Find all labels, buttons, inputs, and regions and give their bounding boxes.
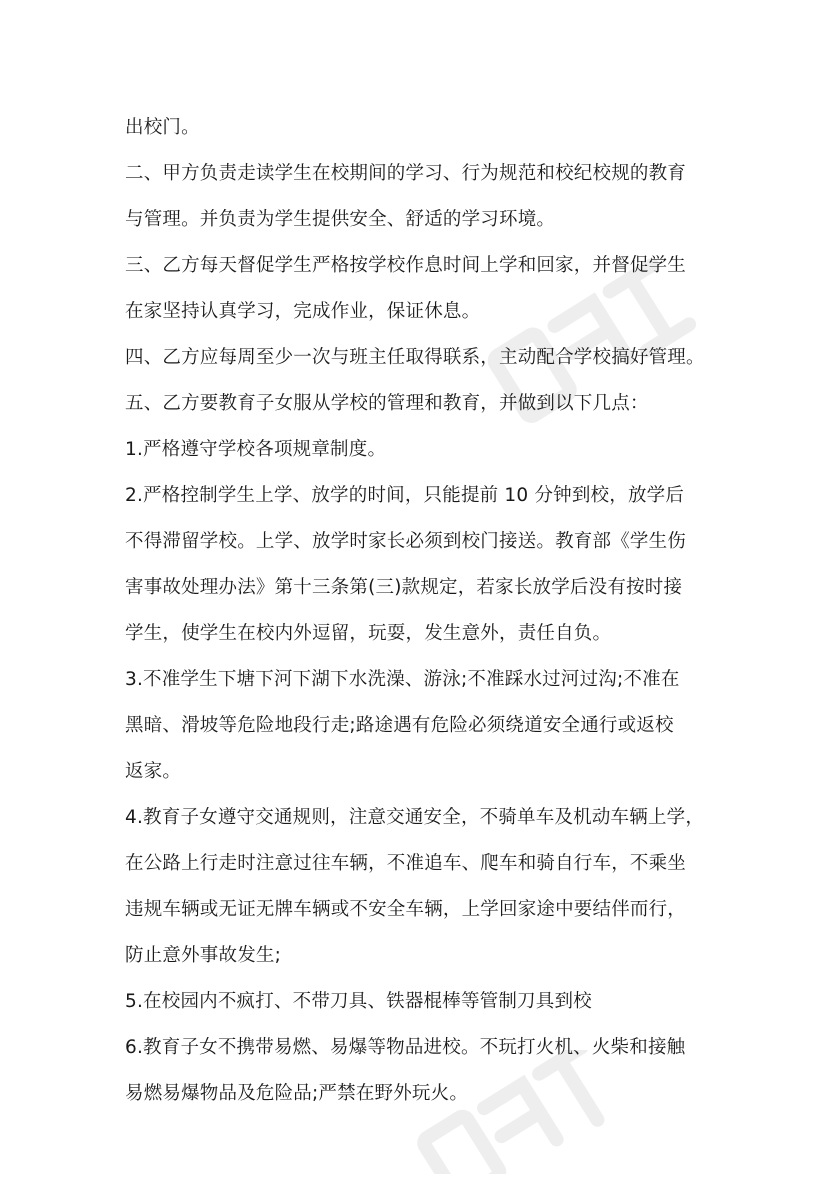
paragraph xyxy=(125,381,715,427)
text-line: 与管理。并负责为学生提供安全、舒适的学习环境。 xyxy=(125,209,556,230)
text-line: 出校门。 xyxy=(125,117,200,138)
paragraph xyxy=(125,427,715,473)
paragraph xyxy=(125,335,715,381)
paragraph xyxy=(125,657,715,795)
text-line: 5.在校园内不疯打、不带刀具、铁器棍棒等管制刀具到校 xyxy=(125,991,592,1012)
text-line: 违规车辆或无证无牌车辆或不安全车辆，上学回家途中要结伴而行， xyxy=(125,899,687,920)
text-line: 易燃易爆物品及危险品;严禁在野外玩火。 xyxy=(125,1083,469,1104)
text-line: 二、甲方负责走读学生在校期间的学习、行为规范和校纪校规的教育 xyxy=(125,163,687,184)
text-line: 在家坚持认真学习，完成作业，保证休息。 xyxy=(125,301,481,322)
text-line: 1.严格遵守学校各项规章制度。 xyxy=(125,439,387,460)
text-line: 返家。 xyxy=(125,761,182,782)
text-line: 三、乙方每天督促学生严格按学校作息时间上学和回家，并督促学生 xyxy=(125,255,687,276)
paragraph xyxy=(125,473,715,657)
text-line: 不得滞留学校。上学、放学时家长必须到校门接送。教育部《学生伤 xyxy=(125,531,687,552)
text-line: 四、乙方应每周至少一次与班主任取得联系，主动配合学校搞好管理。 xyxy=(125,347,705,368)
text-line: 6.教育子女不携带易燃、易爆等物品进校。不玩打火机、火柴和接触 xyxy=(125,1037,686,1058)
text-line: 害事故处理办法》第十三条第(三)款规定，若家长放学后没有按时接 xyxy=(125,577,683,598)
text-line: 4.教育子女遵守交通规则，注意交通安全，不骑单车及机动车辆上学， xyxy=(125,807,705,828)
paragraph xyxy=(125,979,715,1025)
paragraph xyxy=(125,151,715,243)
document-body xyxy=(125,105,715,1117)
paragraph xyxy=(125,1025,715,1117)
paragraph xyxy=(125,243,715,335)
text-line: 防止意外事故发生; xyxy=(125,945,282,966)
text-line: 2.严格控制学生上学、放学的时间，只能提前 10 分钟到校，放学后 xyxy=(125,485,685,506)
text-line: 学生，使学生在校内外逗留，玩耍，发生意外，责任自负。 xyxy=(125,623,612,644)
text-line: 在公路上行走时注意过往车辆，不准追车、爬车和骑自行车，不乘坐 xyxy=(125,853,687,874)
paragraph xyxy=(125,105,715,151)
text-line: 五、乙方要教育子女服从学校的管理和教育，并做到以下几点： xyxy=(125,393,649,414)
text-line: 黑暗、滑坡等危险地段行走;路途遇有危险必须绕道安全通行或返校 xyxy=(125,715,674,736)
text-line: 3.不准学生下塘下河下湖下水洗澡、游泳;不准踩水过河过沟;不准在 xyxy=(125,669,680,690)
paragraph xyxy=(125,795,715,979)
